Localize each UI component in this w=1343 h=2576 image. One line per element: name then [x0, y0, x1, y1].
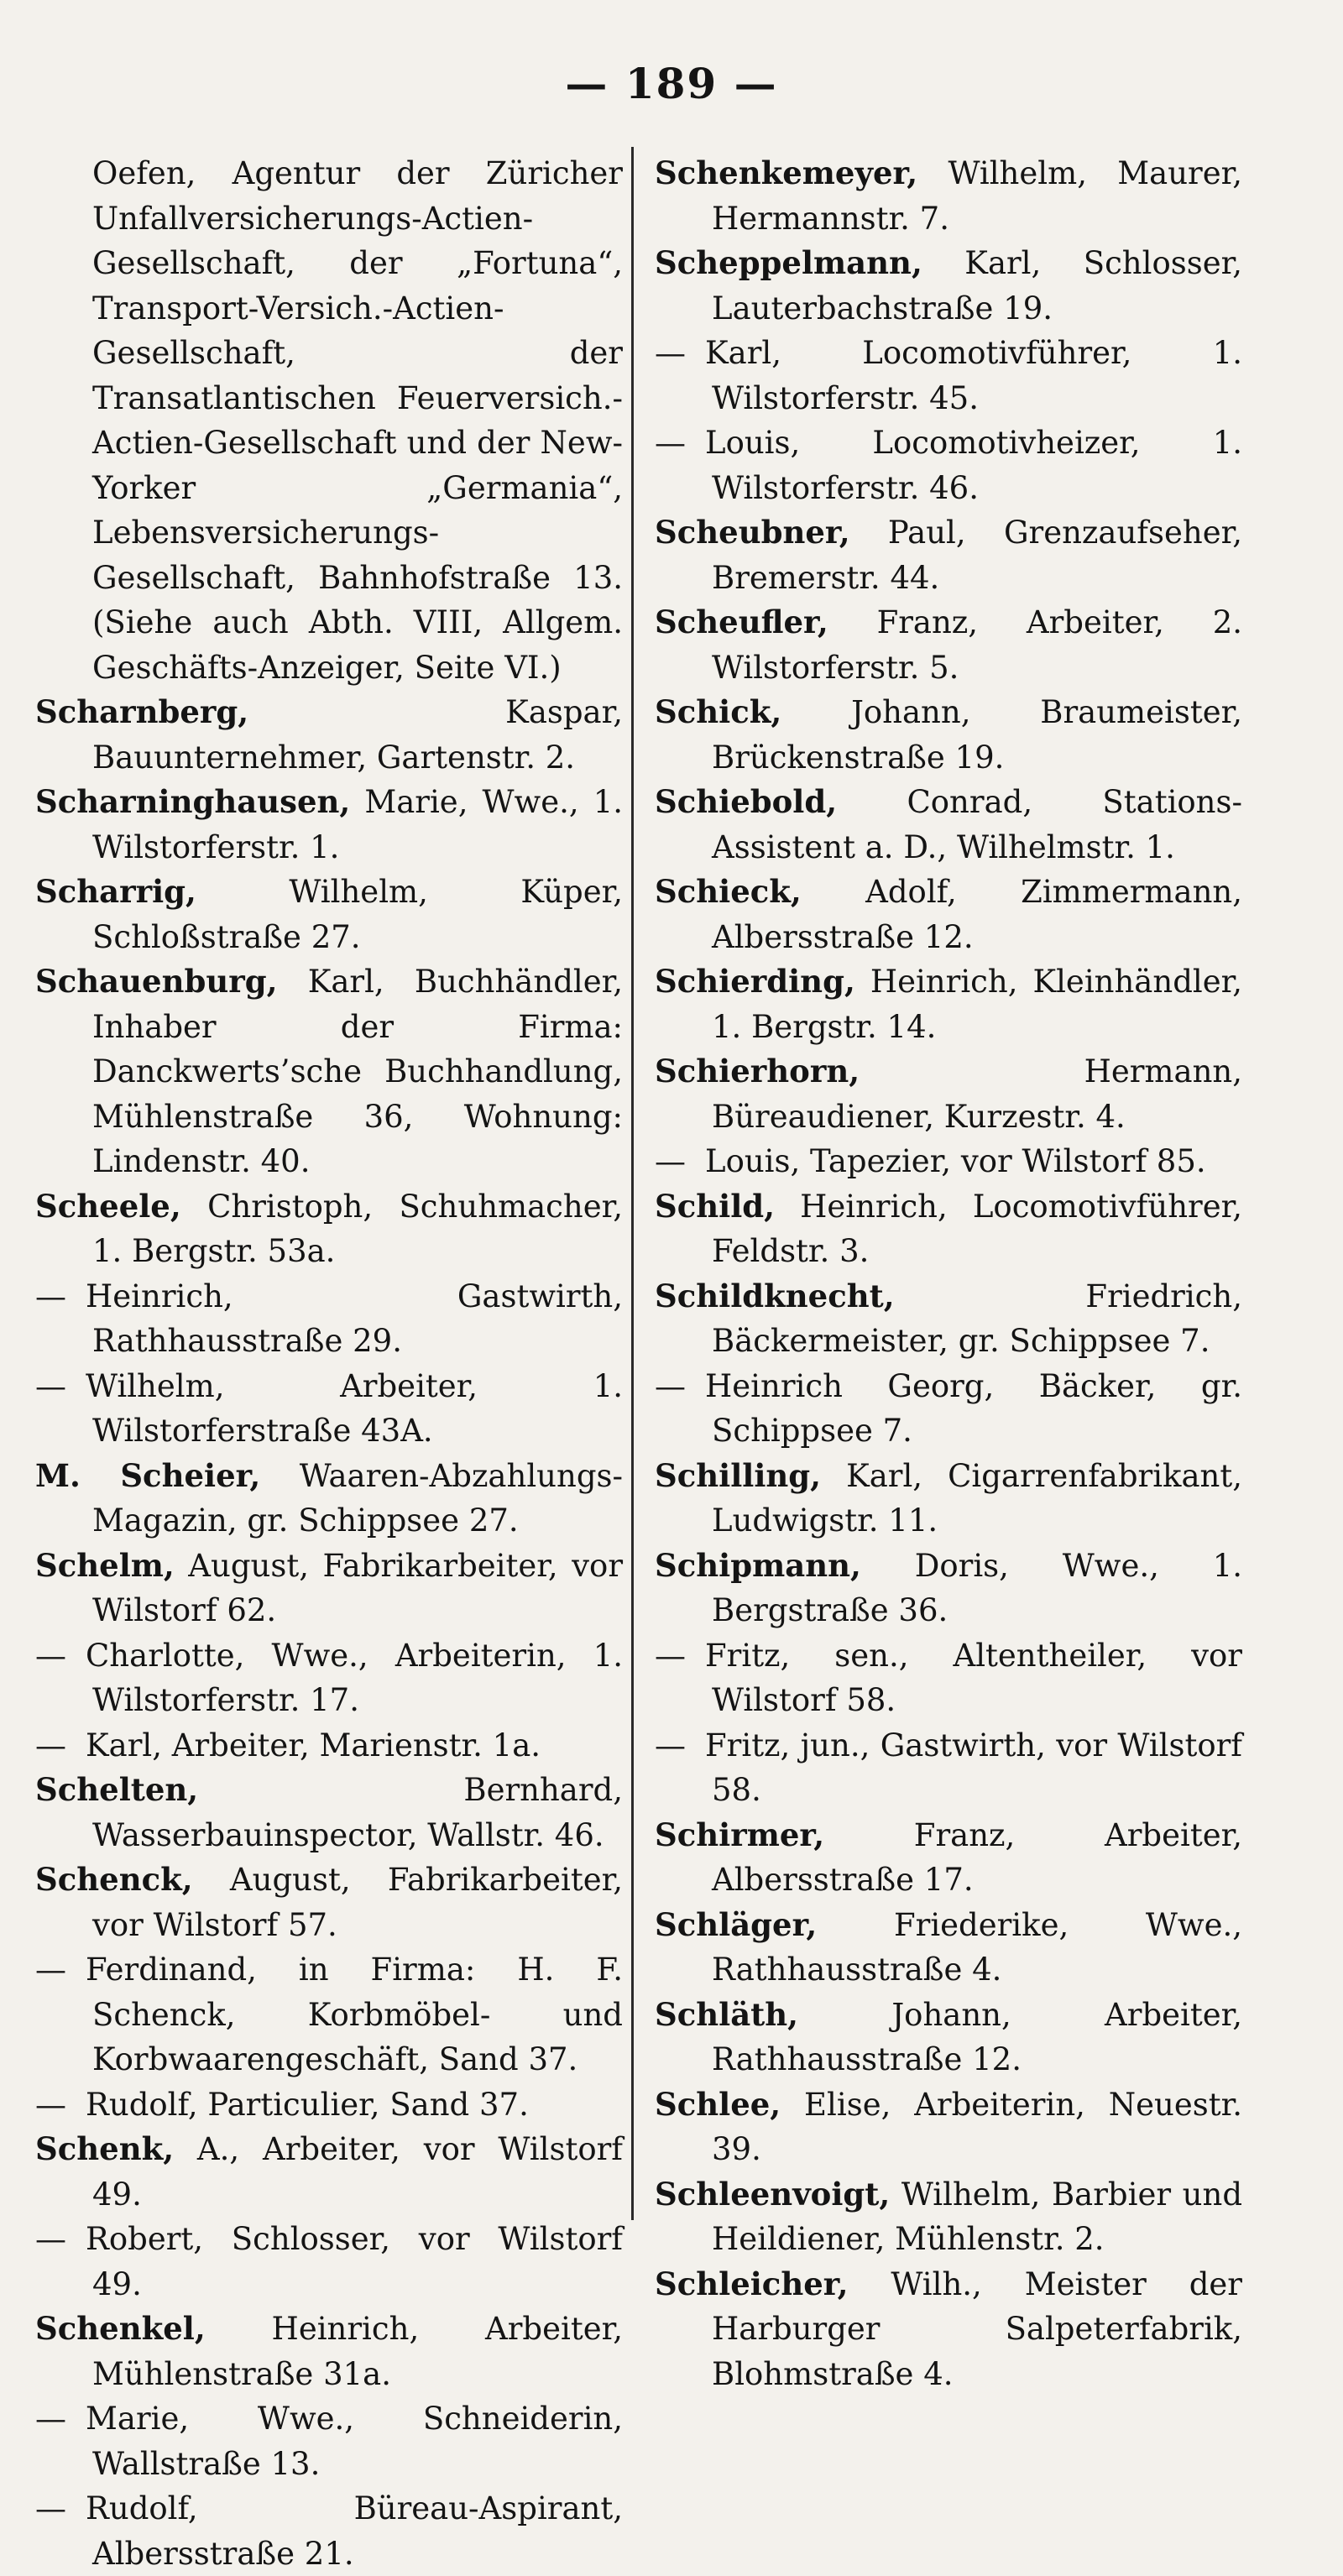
entry-dash: — [35, 1952, 66, 1988]
directory-entry [655, 2082, 1242, 2172]
directory-entry [655, 331, 1242, 421]
left-column [35, 151, 623, 2576]
entry-name: Scharrig, [35, 873, 196, 910]
directory-entry [655, 1633, 1242, 1723]
entry-text: Bernhard, Wasserbauinspector, Wallstr. 46. [92, 1772, 623, 1853]
directory-entry [35, 690, 623, 780]
entry-name: Schläth, [655, 1995, 799, 2033]
entry-name: Schläger, [655, 1905, 818, 1943]
entry-name: Schick, [655, 693, 782, 730]
entry-text: Paul, Grenzaufseher, Bremerstr. 44. [712, 515, 1242, 596]
entry-dash: — [35, 1367, 66, 1404]
directory-entry [35, 151, 623, 690]
directory-entry [655, 1184, 1242, 1274]
entry-dash: — [35, 2401, 66, 2437]
entry-text: Heinrich, Kleinhändler, 1. Bergstr. 14. [712, 964, 1242, 1045]
entry-text: Wilh., Meister der Harburger Salpeterfabrik, Blohmstraße 4. [712, 2265, 1242, 2392]
directory-entry [35, 2486, 623, 2576]
entry-text: Marie, Wwe., Schneiderin, Wallstraße 13. [86, 2401, 623, 2482]
directory-entry [35, 1184, 623, 1274]
entry-dash: — [655, 1727, 686, 1763]
entry-dash: — [655, 1637, 686, 1674]
entry-text: Wilhelm, Küper, Schloßstraße 27. [92, 874, 623, 955]
entry-text: Heinrich, Locomotivführer, Feldstr. 3. [712, 1188, 1242, 1269]
entry-name: Schildknecht, [655, 1277, 895, 1314]
entry-text: Kaspar, Bauunternehmer, Gartenstr. 2. [92, 694, 623, 776]
entry-text: Karl, Cigarrenfabrikant, Ludwigstr. 11. [712, 1457, 1242, 1539]
entry-name: Schenkemeyer, [655, 154, 918, 191]
entry-text: Karl, Locomotivführer, 1. Wilstorferstr. 45. [705, 335, 1242, 416]
entry-text: Waaren-Abzahlungs-Magazin, gr. Schippsee 27. [92, 1457, 623, 1539]
directory-entry [35, 1768, 623, 1858]
directory-entry [35, 2396, 623, 2486]
directory-entry [655, 1544, 1242, 1633]
entry-text: Christoph, Schuhmacher, 1. Bergstr. 53a. [92, 1188, 623, 1269]
entry-name: Schenkel, [35, 2310, 206, 2347]
entry-text: Robert, Schlosser, vor Wilstorf 49. [86, 2221, 623, 2302]
entry-name: Schirmer, [655, 1816, 825, 1853]
directory-entry [655, 1274, 1242, 1364]
directory-entry [655, 1993, 1242, 2082]
entry-dash: — [35, 2490, 66, 2526]
directory-entry [655, 2262, 1242, 2397]
entry-text: Doris, Wwe., 1. Bergstraße 36. [712, 1547, 1242, 1628]
entry-text: Wilhelm, Maurer, Hermannstr. 7. [712, 155, 1242, 237]
entry-name: Schauenburg, [35, 963, 278, 1000]
entry-name: Scheppelmann, [655, 244, 922, 281]
directory-entry [35, 1364, 623, 1454]
entry-text: Rudolf, Büreau-Aspirant, Albersstraße 21. [86, 2490, 623, 2572]
entry-name: Schipmann, [655, 1546, 861, 1584]
directory-entry [35, 2082, 623, 2128]
entry-dash: — [35, 2221, 66, 2257]
entry-name: Schenck, [35, 1861, 193, 1898]
entry-name: M. Scheier, [35, 1456, 261, 1494]
directory-entry [655, 690, 1242, 780]
directory-entry [35, 2217, 623, 2307]
page-number: — 189 — [565, 59, 778, 108]
entry-text: Oefen, Agentur der Züricher Unfallversicherungs-Actien-Gesellschaft, der „Fortuna“, Transport-Versich.-Actien-Gesellschaft, der Transatlantischen Feuerversich.-Actien-Gesellschaft und der New-Yorker „Germania“, Lebensversicherungs-Gesellschaft, Bahnhofstraße 13. (Siehe auch Abth. VIII, Allgem. Geschäfts-Anzeiger, Seite VI.) [92, 155, 623, 686]
entry-name: Scheubner, [655, 514, 850, 551]
entry-name: Schierhorn, [655, 1053, 860, 1089]
directory-entry [35, 1633, 623, 1723]
entry-name: Scheele, [35, 1187, 181, 1225]
entry-text: Karl, Buchhändler, Inhaber der Firma: Danckwerts’sche Buchhandlung, Mühlenstraße 36, Wohnung: Lindenstr. 40. [92, 964, 623, 1179]
entry-text: August, Fabrikarbeiter, vor Wilstorf 57. [92, 1862, 623, 1943]
entry-text: Wilhelm, Arbeiter, 1. Wilstorferstraße 43A. [86, 1367, 623, 1449]
entry-dash: — [35, 2086, 66, 2123]
entry-name: Schleicher, [655, 2265, 849, 2302]
entry-text: Johann, Arbeiter, Rathhausstraße 12. [712, 1996, 1243, 2077]
directory-entry [35, 1858, 623, 1947]
directory-entry [655, 1049, 1242, 1139]
entry-text: Adolf, Zimmermann, Albersstraße 12. [712, 874, 1242, 955]
directory-entry [35, 959, 623, 1184]
entry-text: Louis, Locomotivheizer, 1. Wilstorferstr. 46. [705, 425, 1242, 506]
directory-entry [35, 1274, 623, 1364]
entry-text: Conrad, Stations-Assistent a. D., Wilhelmstr. 1. [712, 784, 1242, 865]
entry-dash: — [655, 1367, 686, 1404]
entry-text: Friederike, Wwe., Rathhausstraße 4. [712, 1906, 1243, 1988]
column-divider [631, 147, 634, 2220]
entry-name: Schlee, [655, 2085, 781, 2123]
directory-entry [35, 2127, 623, 2217]
entry-text: Johann, Braumeister, Brückenstraße 19. [712, 694, 1242, 776]
entry-text: Karl, Schlosser, Lauterbachstraße 19. [712, 245, 1242, 327]
entry-text: A., Arbeiter, vor Wilstorf 49. [92, 2131, 623, 2213]
entry-dash: — [35, 1278, 66, 1314]
entry-dash: — [655, 1143, 686, 1179]
directory-entry [35, 1723, 623, 1769]
entry-text: Marie, Wwe., 1. Wilstorferstr. 1. [92, 784, 623, 865]
entry-text: Heinrich, Gastwirth, Rathhausstraße 29. [86, 1278, 623, 1359]
entry-text: Rudolf, Particulier, Sand 37. [86, 2086, 529, 2123]
directory-entry [655, 241, 1242, 331]
entry-name: Schenk, [35, 2130, 175, 2167]
entry-text: Hermann, Büreaudiener, Kurzestr. 4. [712, 1053, 1242, 1135]
directory-entry [655, 870, 1242, 959]
entry-text: Fritz, sen., Altentheiler, vor Wilstorf 58. [705, 1637, 1242, 1718]
directory-entry [655, 1139, 1242, 1184]
entry-text: Friedrich, Bäckermeister, gr. Schippsee 7. [712, 1278, 1242, 1359]
directory-entry [35, 780, 623, 870]
entry-name: Schleenvoigt, [655, 2175, 891, 2213]
directory-entry [35, 2307, 623, 2396]
entry-text: Louis, Tapezier, vor Wilstorf 85. [705, 1143, 1206, 1179]
directory-entry [655, 959, 1242, 1049]
entry-name: Schilling, [655, 1456, 822, 1494]
entry-dash: — [35, 1727, 66, 1763]
entry-text: Franz, Arbeiter, Albersstraße 17. [712, 1816, 1242, 1898]
entry-text: Franz, Arbeiter, 2. Wilstorferstr. 5. [712, 604, 1242, 686]
entry-name: Schild, [655, 1187, 776, 1225]
entry-text: Ferdinand, in Firma: H. F. Schenck, Korbmöbel- und Korbwaarengeschäft, Sand 37. [86, 1952, 623, 2077]
entry-name: Scharnberg, [35, 693, 249, 730]
entry-name: Schieck, [655, 873, 802, 910]
entry-text: Charlotte, Wwe., Arbeiterin, 1. Wilstorferstr. 17. [86, 1637, 623, 1718]
directory-entry [35, 1544, 623, 1633]
directory-entry [655, 510, 1242, 600]
directory-entry [655, 1903, 1242, 1993]
directory-entry [655, 780, 1242, 870]
directory-entry [655, 1813, 1242, 1903]
entry-text: Wilhelm, Barbier und Heildiener, Mühlenstr. 2. [712, 2176, 1243, 2257]
directory-entry [35, 870, 623, 959]
entry-text: Heinrich, Arbeiter, Mühlenstraße 31a. [92, 2311, 623, 2392]
directory-entry [35, 1947, 623, 2082]
directory-entry [655, 421, 1242, 510]
entry-text: Karl, Arbeiter, Marienstr. 1a. [86, 1727, 541, 1763]
entry-text: Fritz, jun., Gastwirth, vor Wilstorf 58. [705, 1727, 1242, 1808]
directory-entry [655, 151, 1242, 241]
directory-entry [655, 1723, 1242, 1813]
entry-name: Schelten, [35, 1771, 199, 1808]
directory-entry [35, 1454, 623, 1544]
entry-dash: — [655, 335, 686, 371]
right-column [655, 151, 1242, 2396]
entry-dash: — [655, 425, 686, 461]
entry-name: Schiebold, [655, 783, 838, 820]
entry-name: Schelm, [35, 1546, 175, 1584]
entry-name: Schierding, [655, 963, 855, 1000]
entry-name: Scharninghausen, [35, 783, 351, 820]
directory-entry [655, 600, 1242, 690]
directory-entry [655, 1364, 1242, 1454]
entry-text: Elise, Arbeiterin, Neuestr. 39. [712, 2086, 1242, 2167]
entry-dash: — [35, 1637, 66, 1674]
entry-text: Heinrich Georg, Bäcker, gr. Schippsee 7. [705, 1367, 1242, 1449]
directory-entry [655, 1454, 1242, 1544]
entry-name: Scheufler, [655, 604, 828, 640]
entry-text: August, Fabrikarbeiter, vor Wilstorf 62. [92, 1547, 624, 1628]
directory-entry [655, 2172, 1242, 2262]
